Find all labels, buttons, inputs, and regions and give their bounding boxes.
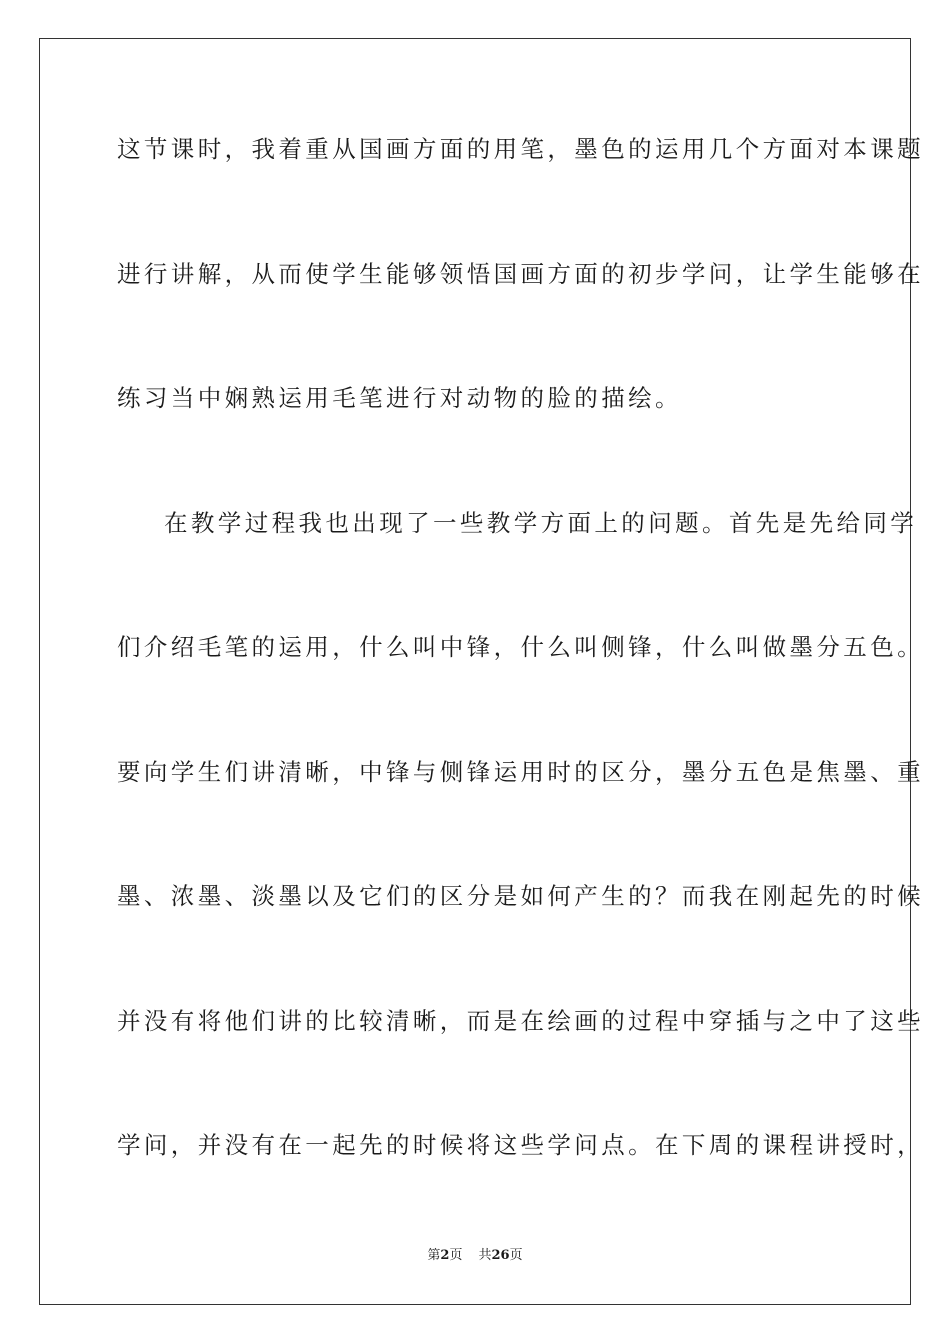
paragraph-line-8: 并没有将他们讲的比较清晰，而是在绘画的过程中穿插与之中了这些	[117, 1007, 924, 1035]
paragraph-line-1: 这节课时，我着重从国画方面的用笔，墨色的运用几个方面对本课题	[117, 135, 924, 163]
paragraph-line-3: 练习当中娴熟运用毛笔进行对动物的脸的描绘。	[117, 384, 682, 412]
page-number: 2	[440, 1248, 450, 1263]
paragraph-line-6: 要向学生们讲清晰，中锋与侧锋运用时的区分，墨分五色是焦墨、重	[117, 758, 924, 786]
page-suffix: 页	[449, 1248, 463, 1263]
total-suffix: 页	[509, 1248, 523, 1263]
paragraph-line-7: 墨、浓墨、淡墨以及它们的区分是如何产生的？而我在刚起先的时候	[117, 882, 924, 910]
page-footer	[0, 1246, 950, 1266]
page-prefix: 第	[427, 1248, 441, 1263]
total-pages: 26	[491, 1248, 510, 1263]
paragraph-line-9: 学问，并没有在一起先的时候将这些学问点。在下周的课程讲授时，	[117, 1131, 924, 1159]
paragraph-line-2: 进行讲解，从而使学生能够领悟国画方面的初步学问，让学生能够在	[117, 260, 924, 288]
total-prefix: 共	[478, 1248, 492, 1263]
paragraph-line-5: 们介绍毛笔的运用，什么叫中锋，什么叫侧锋，什么叫做墨分五色。	[117, 633, 924, 661]
paragraph-line-4: 在教学过程我也出现了一些教学方面上的问题。首先是先给同学	[164, 509, 918, 537]
page-border	[39, 38, 924, 1305]
